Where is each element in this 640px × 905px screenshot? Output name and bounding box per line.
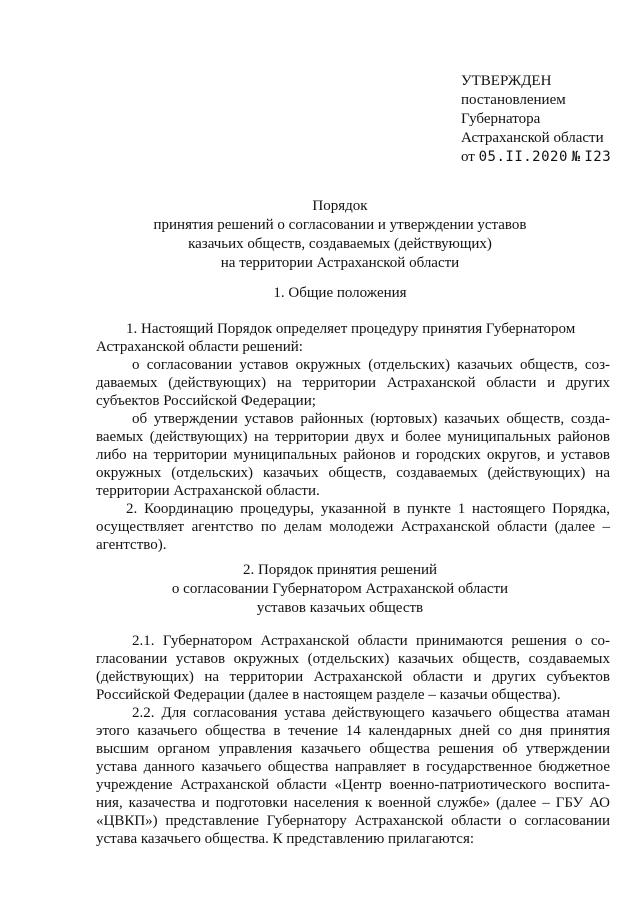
text-line: учреждение Астраханской области «Центр военно-патриотического воспита- [96,777,610,793]
section-2-paragraph-2 [96,704,610,848]
text-line: 2.2. Для согласования устава действующего казачьего общества атаман [132,705,610,721]
text-line: ваемых (действующих) на территории двух и более муниципальных районов [96,429,610,445]
approval-line-decree: постановлением [461,92,566,108]
text-line: устава данного казачьего общества направляет в государственное бюджетное [96,759,610,775]
section-1-paragraph-1 [96,320,610,356]
text-line: территории Астраханской области. [96,483,320,499]
title-line-1: Порядок [312,198,368,214]
title-line-2: принятия решений о согласовании и утверждении уставов [153,217,527,233]
section-2-paragraph-1 [96,632,610,704]
approval-number: I23 [584,149,612,165]
approval-number-sign: № [571,149,581,165]
approval-date-line [461,148,611,167]
text-line: ния, казачества и подготовки населения к военной службе» (далее – ГБУ АО [96,795,610,811]
section-1-paragraph-3 [96,410,610,500]
text-line: 2. Координацию процедуры, указанной в пункте 1 настоящего Порядка, [126,501,610,517]
text-line: о согласовании уставов окружных (отдельских) казачьих обществ, соз- [132,357,610,373]
text-line: Российской Федерации (далее в настоящем разделе – казачьи общества). [96,687,561,703]
text-line: гласовании уставов окружных (отдельских) казачьих обществ, создаваемых [96,651,610,667]
section-2-heading-line-3: уставов казачьих обществ [256,600,424,616]
section-1-paragraph-2 [96,356,610,410]
document-title [95,197,585,273]
approval-date-prefix: от [461,149,475,165]
section-2-heading-line-2: о согласовании Губернатором Астраханской области [171,581,509,597]
text-line: высшим органом управления казачьего общества решения об утверждении [96,741,610,757]
text-line: «ЦВКП») представление Губернатору Астраханской области о согласовании [96,813,610,829]
title-line-3: казачьих обществ, создаваемых (действующих) [188,236,492,252]
text-line: агентство). [96,537,167,553]
section-2-heading-line-1: 2. Порядок принятия решений [242,562,438,578]
text-line: окружных (отдельских) казачьих обществ, создаваемых (действующих) на [96,465,610,481]
text-line: 1. Настоящий Порядок определяет процедуру принятия Губернатором [126,321,576,337]
text-line: 2.1. Губернатором Астраханской области принимаются решения о со- [132,633,610,649]
text-line: даваемых (действующих) на территории Астраханской области и других [96,375,610,391]
text-line: (действующих) на территории Астраханской области и других субъектов [96,669,610,685]
section-2-heading [95,561,585,618]
approval-date: 05.II.2020 [478,149,568,165]
approval-line-governor: Губернатора [461,111,541,127]
approval-title: УТВЕРЖДЕН [461,73,552,89]
title-line-4: на территории Астраханской области [220,255,460,271]
text-line: осуществляет агентство по делам молодежи Астраханской области (далее – [96,519,610,535]
approval-line-region: Астраханской области [461,130,604,146]
text-line: либо на территории муниципальных районов и городских округов, и уставов [96,447,610,463]
text-line: об утверждении уставов районных (юртовых) казачьих обществ, созда- [132,411,610,427]
section-1-heading: 1. Общие положения [273,285,407,301]
approval-stamp [461,72,611,167]
text-line: устава казачьего общества. К представлению прилагаются: [96,831,475,847]
section-1-paragraph-4 [96,500,610,554]
text-line: Астраханской области решений: [96,339,303,355]
text-line: субъектов Российской Федерации; [96,393,316,409]
text-line: этого казачьего общества в течение 14 календарных дней со дня принятия [96,723,610,739]
